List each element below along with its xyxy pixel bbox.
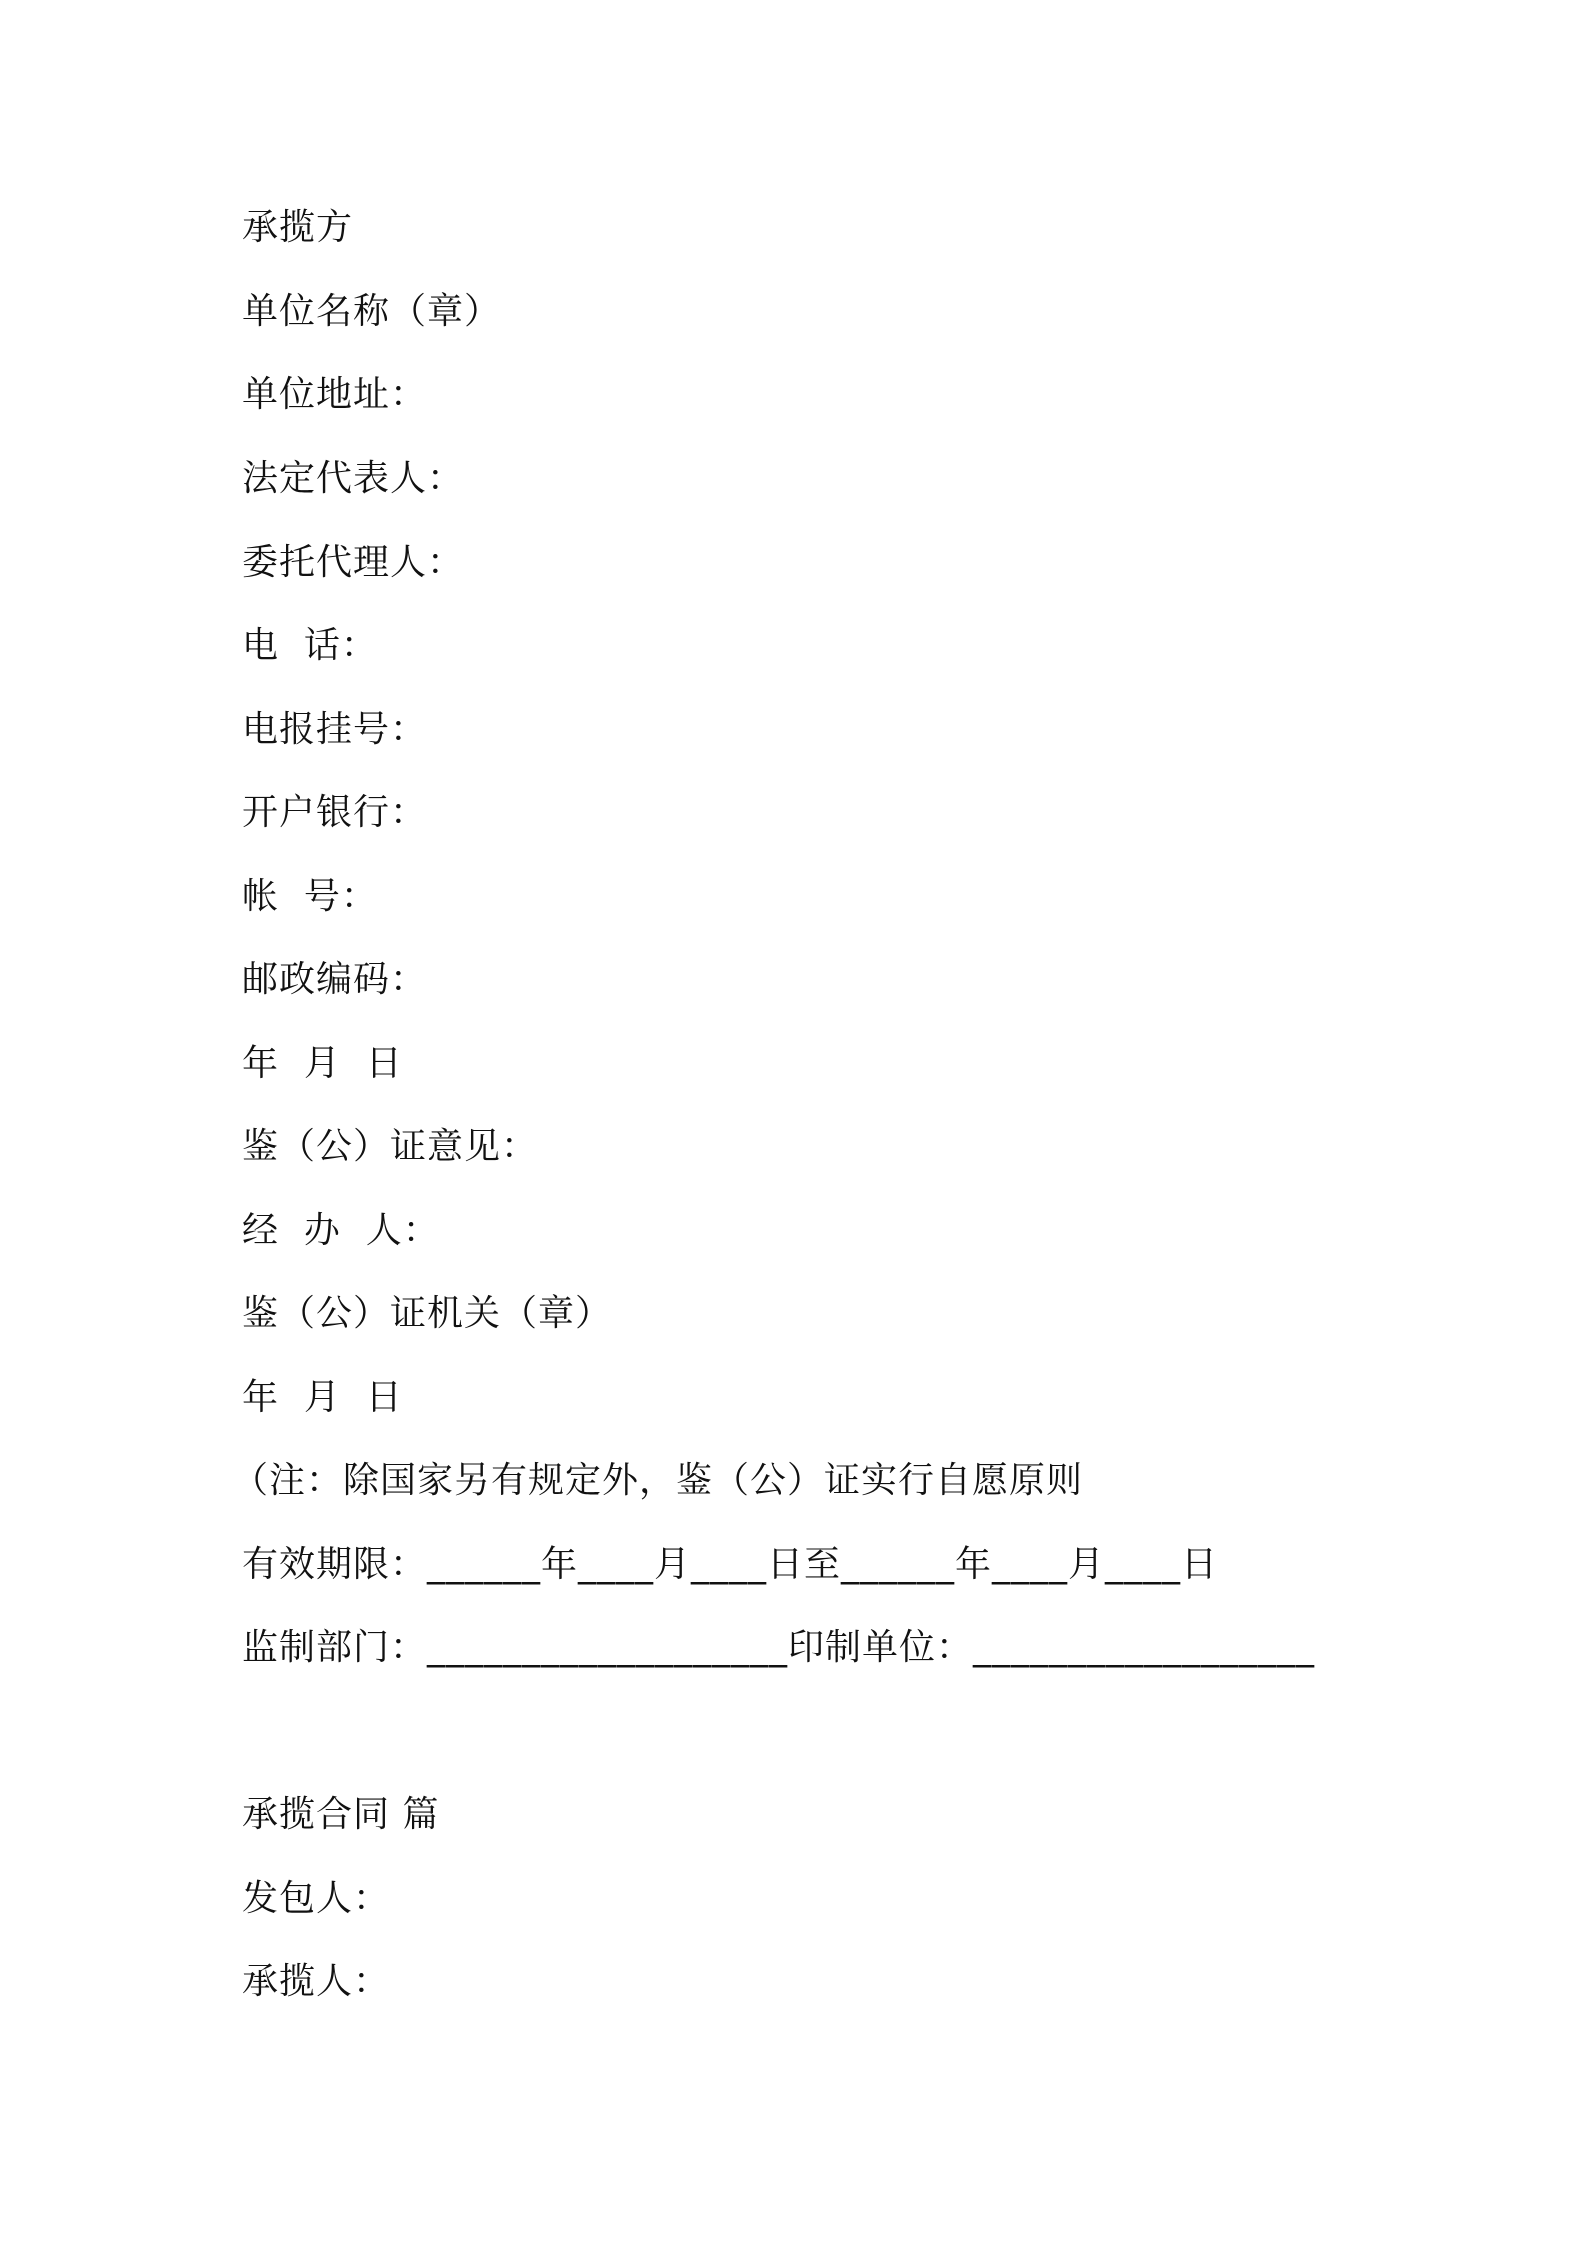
- field-account: 帐 号：: [242, 876, 378, 917]
- note-voluntary: （注：除国家另有规定外，鉴（公）证实行自愿原则: [232, 1460, 1084, 1501]
- field-notary-office: 鉴（公）证机关（章）: [242, 1293, 613, 1334]
- field-notary-opinion: 鉴（公）证意见：: [242, 1126, 539, 1167]
- field-postcode: 邮政编码：: [242, 959, 428, 1000]
- field-bank: 开户银行：: [242, 792, 428, 833]
- section-heading-contractor: 承揽方: [242, 207, 354, 248]
- field-date-2: 年 月 日: [242, 1377, 403, 1418]
- field-handler: 经 办 人：: [242, 1210, 440, 1251]
- field-authorized-agent: 委托代理人：: [242, 542, 465, 583]
- field-telegraph: 电报挂号：: [242, 709, 428, 750]
- field-legal-representative: 法定代表人：: [242, 458, 465, 499]
- field-unit-address: 单位地址：: [242, 374, 428, 415]
- field-contractor: 承揽人：: [242, 1961, 391, 2002]
- field-unit-name: 单位名称（章）: [242, 291, 502, 332]
- issuer-line: 监制部门：___________________印制单位：__________________: [242, 1627, 1316, 1668]
- field-date-1: 年 月 日: [242, 1043, 403, 1084]
- section-heading-contract: 承揽合同 篇: [242, 1794, 440, 1835]
- field-phone: 电 话：: [242, 625, 378, 666]
- validity-period: 有效期限：______年____月____日至______年____月____日: [242, 1544, 1219, 1585]
- field-employer: 发包人：: [242, 1878, 391, 1919]
